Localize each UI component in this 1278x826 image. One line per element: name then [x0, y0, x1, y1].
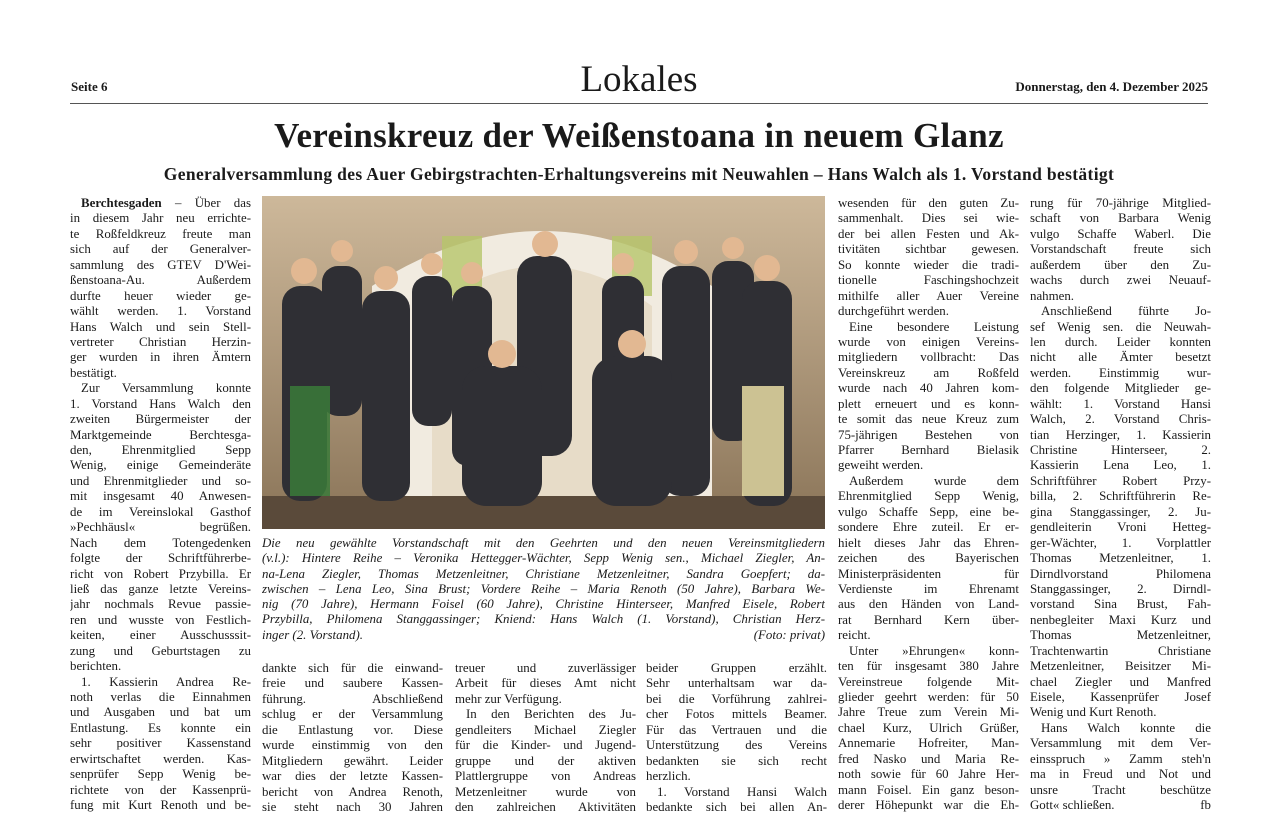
- text-line: ren und wusste von Festlich-: [70, 612, 251, 627]
- text-line: unsre Tracht beschütze: [1030, 782, 1211, 797]
- text-line: aus den Händen von Land-: [838, 597, 1019, 612]
- text-line: sich auf der Generalver-: [70, 242, 251, 257]
- text-line: ma in Freud und Not und: [1030, 767, 1211, 782]
- article-headline: Vereinskreuz der Weißenstoana in neuem Glanz: [274, 116, 1004, 155]
- text-line: bedankte sich bei allen An-: [646, 799, 827, 814]
- text-line: billa, 2. Schriftführerin Re-: [1030, 489, 1211, 504]
- caption-line: (v.l.): Hintere Reihe – Veronika Hettegger-Wächter, Sepp Wenig sen., Michael Ziegler, An-: [262, 551, 825, 566]
- text-line: berichten.: [70, 659, 122, 674]
- text-line: ger wurden in ihren Ämtern: [70, 350, 251, 365]
- text-line: ließ das ganze letzte Vereins-: [70, 581, 251, 596]
- text-line: wachs durch zwei Neuauf-: [1030, 273, 1211, 288]
- text-line: den folgende Mitglieder ge-: [1030, 381, 1211, 396]
- text-line: die Entlastung vor. Diese: [262, 722, 443, 737]
- text-line: nenbegleiter Maxi Kurz und: [1030, 612, 1211, 627]
- text-line: te Roßfeldkreuz freute man: [70, 226, 251, 241]
- text-line: wesenden für den guten Zu-: [838, 196, 1019, 210]
- text-line: in diesem Jahr neu errichte-: [70, 211, 251, 226]
- text-line: Mitgliedern gewährt. Leider: [262, 753, 443, 768]
- text-line: tionelle Faschingshochzeit: [838, 273, 1019, 288]
- text-line: Wenig und Kurt Renoth.: [1030, 705, 1157, 720]
- text-line: gendleiterin Vroni Hetteg-: [1030, 520, 1211, 535]
- text-line: wählt werden. 1. Vorstand: [70, 304, 251, 319]
- text-line: [1030, 798, 1211, 813]
- text-line: gendleiters Michael Ziegler: [455, 722, 636, 737]
- text-line: fung mit Kurt Renoth und be-: [70, 798, 251, 813]
- text-line: 1. Vorstand Hansi Walch: [657, 784, 827, 799]
- text-line: vertreter Christian Herzin-: [70, 334, 251, 349]
- text-line: außerdem über den Zu-: [1030, 257, 1211, 272]
- text-line: Eisele, Kassenprüfer Josef: [1030, 690, 1211, 704]
- text-line: vorstand Sina Brust, Fah-: [1030, 597, 1211, 612]
- article-column-6: [1030, 196, 1211, 814]
- text-line: nicht alle Ämter besetzt: [1030, 350, 1211, 365]
- text-line: und Ausgaben und bat um: [70, 705, 251, 720]
- text-line: Hans Walch konnte die: [1041, 720, 1211, 735]
- text-line: senprüfer Sepp Wenig be-: [70, 767, 251, 782]
- text-line: wählt: 1. Vorstand Hansi: [1030, 396, 1211, 411]
- text-line: beider Gruppen erzählt.: [646, 661, 827, 675]
- article-column-5: [838, 196, 1019, 814]
- text-line: chael Ziegler und Manfred: [1030, 674, 1211, 689]
- text-line: hielt dieses Jahr das Ehren-: [838, 535, 1019, 550]
- text-line: sammlung des GTEV D'Wei-: [70, 257, 251, 272]
- text-line: 1. Vorstand Hans Walch den: [70, 396, 251, 411]
- article-column-4: [646, 661, 827, 815]
- caption-line: Die neu gewählte Vorstandschaft mit den Geehrten und den neuen Vereinsmitgliedern: [262, 536, 825, 550]
- text-span: – Über das: [161, 196, 251, 210]
- text-line: wurde nach 40 Jahren kom-: [838, 381, 1019, 396]
- text-line: Eine besondere Leistung: [849, 319, 1019, 334]
- text-line: Anschließend führte Jo-: [1041, 304, 1211, 319]
- header-divider: [70, 103, 1208, 104]
- text-line: mitgliedern vollbracht: Das: [838, 350, 1019, 365]
- text-line: Schriftführer Robert Przy-: [1030, 473, 1211, 488]
- text-line: zeichen des Bayerischen: [838, 551, 1019, 566]
- text-line: So konnte wieder die tradi-: [838, 257, 1019, 272]
- text-line: Ministerpräsidenten für: [838, 566, 1019, 581]
- text-line: jahr nochmals Revue passie-: [70, 597, 251, 612]
- text-span: Gott« schließen.: [1030, 798, 1115, 813]
- article-column-2: [262, 661, 443, 815]
- text-line: Zur Versammlung konnte: [81, 381, 251, 396]
- text-line: war dies der letzte Kassen-: [262, 769, 443, 784]
- text-line: Trachtenwartin Christiane: [1030, 643, 1211, 658]
- text-line: sef Wenig sen. die Neuwah-: [1030, 319, 1211, 334]
- text-line: Christine Hinterseer, 2.: [1030, 443, 1211, 457]
- text-line: nahmen.: [1030, 288, 1075, 303]
- text-line: 1. Kassierin Andrea Re-: [81, 674, 251, 689]
- text-line: einsspruch » Zamm steh'n: [1030, 751, 1211, 766]
- text-line: durfte heuer wieder ge-: [70, 288, 251, 303]
- text-line: richt von Robert Przybilla. Er: [70, 566, 251, 581]
- text-line: bei die Vorführung zahlrei-: [646, 691, 827, 706]
- text-line: fred Nasko und Maria Re-: [838, 751, 1019, 766]
- text-line: sammenhalt. Dies sei wie-: [838, 211, 1019, 226]
- text-line: Unter »Ehrungen« konn-: [849, 643, 1019, 658]
- text-line: mit insgesamt 40 Anwesen-: [70, 489, 251, 504]
- text-line: Sehr unterhaltsam war da-: [646, 676, 827, 691]
- text-line: Metzenleitner, Beisitzer Mi-: [1030, 659, 1211, 674]
- text-line: [70, 196, 251, 211]
- text-line: Arbeit für dieses Amt nicht: [455, 676, 636, 691]
- text-line: Ehrenmitglied Sepp Wenig,: [838, 489, 1019, 504]
- text-line: für die Kinder- und Jugend-: [455, 738, 636, 753]
- caption-line: na-Lena Ziegler, Thomas Metzenleitner, Christiane Metzenleitner, Sandra Goepfert; da-: [262, 566, 825, 581]
- text-line: reicht.: [838, 628, 871, 643]
- text-line: Kassierin Lena Leo, 1.: [1030, 458, 1211, 473]
- text-line: ßenstoana-Au. Außerdem: [70, 273, 251, 288]
- text-line: Stanggassinger, 2. Dirndl-: [1030, 581, 1211, 596]
- text-line: glieder geehrt werden: für 50: [838, 690, 1019, 704]
- text-line: Außerdem wurde dem: [849, 473, 1019, 488]
- text-line: Vereinskreuz am Roßfeld: [838, 365, 1019, 380]
- text-line: »Pechhäusl« begrüßen.: [70, 520, 251, 535]
- text-line: Nach dem Totengedenken: [70, 535, 251, 550]
- text-line: derer Höhepunkt war die Eh-: [838, 798, 1019, 813]
- article-column-1: [70, 196, 251, 814]
- text-line: Annemarie Hofreiter, Man-: [838, 736, 1019, 751]
- text-line: In den Berichten des Ju-: [466, 707, 636, 722]
- text-line: ger-Wächter, 1. Vorplattler: [1030, 535, 1211, 550]
- text-line: Plattlergruppe von Andreas: [455, 769, 636, 784]
- text-line: zung und Geburtstagen zu: [70, 643, 251, 658]
- text-line: herzlich.: [646, 769, 691, 784]
- text-line: de im Vereinslokal Gasthof: [70, 504, 251, 519]
- text-line: Pfarrer Bernhard Bielasik: [838, 443, 1019, 457]
- text-line: Versammlung mit dem Ver-: [1030, 736, 1211, 751]
- text-line: treuer und zuverlässiger: [455, 661, 636, 675]
- text-line: freie und saubere Kassen-: [262, 676, 443, 691]
- text-line: Marktgemeinde Berchtesga-: [70, 427, 251, 442]
- group-photo-image: [262, 196, 825, 529]
- text-line: richtete von der Kassenprü-: [70, 782, 251, 797]
- page-number: Seite 6: [71, 79, 108, 94]
- text-line: bestätigt.: [70, 365, 117, 380]
- text-line: erwirtschaftet werden. Kas-: [70, 751, 251, 766]
- text-line: Jahre Treue zum Verein Mi-: [838, 705, 1019, 720]
- text-line: Vereinstreue folgende Mit-: [838, 674, 1019, 689]
- text-line: der bei allen Festen und Ak-: [838, 226, 1019, 241]
- text-line: rung für 70-jährige Mitglied-: [1030, 196, 1211, 210]
- text-line: vulgo Schaffe Waberl. Die: [1030, 226, 1211, 241]
- text-line: Dirndlvorstand Philomena: [1030, 566, 1211, 581]
- text-line: Thomas Metzenleitner, 1.: [1030, 551, 1211, 566]
- text-line: len durch. Leider konnten: [1030, 334, 1211, 349]
- text-line: Hans Walch und sein Stell-: [70, 319, 251, 334]
- text-line: Unterstützung des Vereins: [646, 738, 827, 753]
- author-signature: fb: [1200, 798, 1211, 813]
- text-line: bedankten sie sich recht: [646, 753, 827, 768]
- text-line: vulgo Schaffe Sepp, eine be-: [838, 504, 1019, 519]
- text-line: tian Herzinger, 1. Kassierin: [1030, 427, 1211, 442]
- caption-line: zwischen – Lena Leo, Sina Brust; Vordere Reihe – Maria Renoth (50 Jahre), Barbara We-: [262, 581, 825, 596]
- text-line: werden. Einstimmig wur-: [1030, 365, 1211, 380]
- text-line: chael Kurz, Ulrich Grüßer,: [838, 720, 1019, 735]
- text-line: 75-jährigen Bestehen von: [838, 427, 1019, 442]
- text-line: keiten, einer Ausschusssit-: [70, 628, 251, 643]
- text-line: wurde von einigen Vereins-: [838, 334, 1019, 349]
- text-line: Vorstandschaft freute sich: [1030, 242, 1211, 257]
- text-line: cher Fotos mittels Beamer.: [646, 707, 827, 722]
- text-line: sondere Ehre zuteil. Er er-: [838, 520, 1019, 535]
- text-line: ten für insgesamt 380 Jahre: [838, 659, 1019, 674]
- text-line: Metzenleitner wurde von: [455, 784, 636, 799]
- group-photo: [262, 196, 825, 529]
- text-line: den zahlreichen Aktivitäten: [455, 799, 636, 814]
- text-line: rat Bernhard Kern über-: [838, 612, 1019, 627]
- text-line: führung. Abschließend: [262, 691, 443, 706]
- text-line: Verdienste im Ehrenamt: [838, 581, 1019, 596]
- text-line: dankte sich für die einwand-: [262, 661, 443, 675]
- text-line: zweiten Bürgermeister der: [70, 412, 251, 427]
- text-line: und Ehrenmitglieder und so-: [70, 473, 251, 488]
- text-line: schaft von Barbara Wenig: [1030, 211, 1211, 226]
- text-line: Thomas Metzenleitner,: [1030, 628, 1211, 643]
- text-line: folgte der Schriftführerbe-: [70, 551, 251, 566]
- text-line: Walch, 2. Vorstand Chris-: [1030, 412, 1211, 427]
- photo-credit: (Foto: privat): [753, 627, 825, 642]
- photo-caption: [262, 536, 825, 643]
- text-line: schlug er der Versammlung: [262, 707, 443, 722]
- text-line: bericht von Andrea Renoth,: [262, 784, 443, 799]
- dateline: Berchtesgaden: [81, 196, 162, 210]
- text-line: sehr positiver Kassenstand: [70, 736, 251, 751]
- text-line: tivitäten sichtbar gewesen.: [838, 242, 1019, 257]
- text-line: mann Foisel. Ein ganz beson-: [838, 782, 1019, 797]
- text-line: wurde einstimmig von den: [262, 738, 443, 753]
- text-line: mehr zur Verfügung.: [455, 691, 562, 706]
- text-line: geweiht werden.: [838, 458, 924, 473]
- text-line: Wenig, einige Gemeinderäte: [70, 458, 251, 473]
- section-title: Lokales: [580, 59, 698, 100]
- issue-date: Donnerstag, den 4. Dezember 2025: [1015, 79, 1208, 94]
- text-line: mithilfe aller Auer Vereine: [838, 288, 1019, 303]
- caption-line: [262, 628, 825, 643]
- text-line: te somit das neue Kreuz zum: [838, 412, 1019, 427]
- caption-line: Przybilla, Philomena Stanggassinger; Kniend: Hans Walch (1. Vorstand), Christian Herz-: [262, 612, 825, 627]
- text-line: Für das Vertrauen und die: [646, 722, 827, 737]
- article-column-3: [455, 661, 636, 815]
- text-line: noth verlas die Einnahmen: [70, 690, 251, 704]
- text-line: Entlastung. Es konnte ein: [70, 720, 251, 735]
- text-line: den, Ehrenmitglied Sepp: [70, 443, 251, 457]
- caption-line: nig (70 Jahre), Hermann Foisel (60 Jahre), Christine Hinterseer, Manfred Eisele, Robert: [262, 597, 825, 612]
- caption-text: inger (2. Vorstand).: [262, 627, 363, 642]
- text-line: noth sowie für 60 Jahre Her-: [838, 767, 1019, 782]
- text-line: plett erneuert und es konn-: [838, 396, 1019, 411]
- text-line: durchgeführt werden.: [838, 304, 949, 319]
- article-subheadline: Generalversammlung des Auer Gebirgstrachten-Erhaltungsvereins mit Neuwahlen – Hans Walch als 1. Vorstand bestätigt: [163, 164, 1115, 184]
- text-line: sie steht nach 30 Jahren: [262, 799, 443, 814]
- text-line: gina Stanggassinger, 2. Ju-: [1030, 504, 1211, 519]
- text-line: gruppe und der aktiven: [455, 753, 636, 768]
